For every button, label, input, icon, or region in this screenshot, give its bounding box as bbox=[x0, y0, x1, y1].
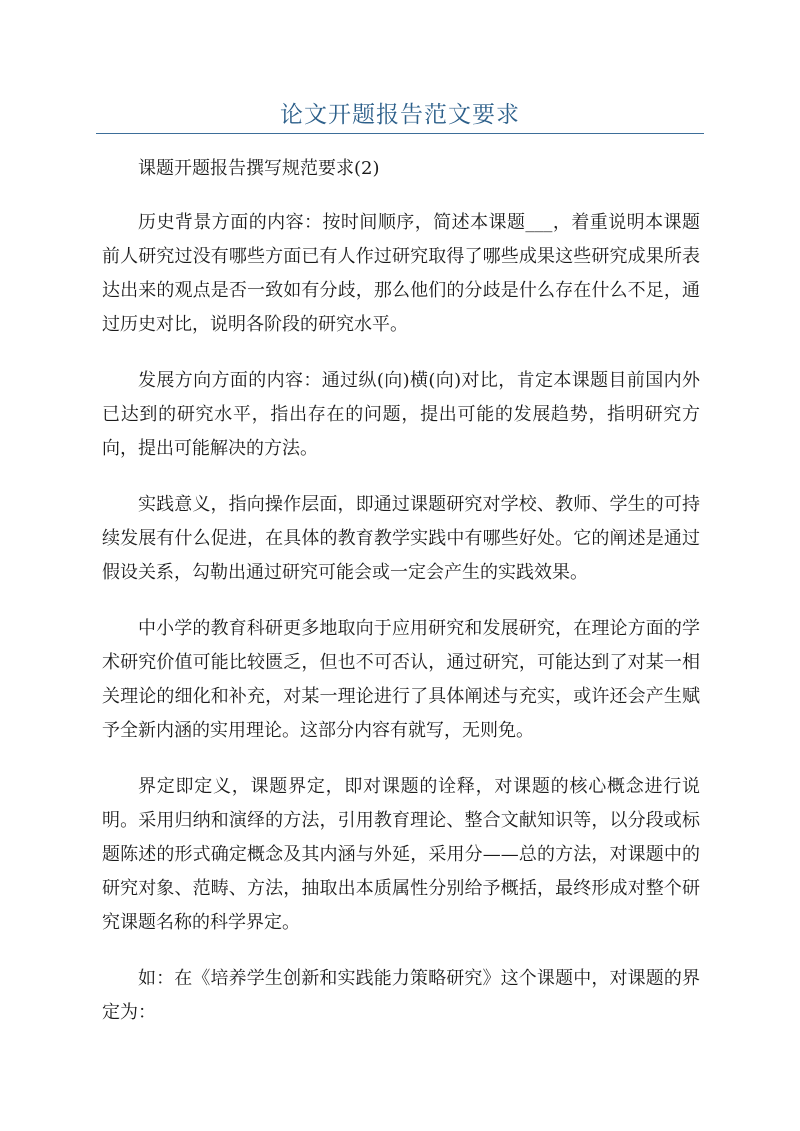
paragraph-development: 发展方向方面的内容：通过纵(向)横(向)对比，肯定本课题目前国内外已达到的研究水平，指出存在的问题，提出可能的发展趋势，指明研究方向，提出可能解决的方法。 bbox=[102, 370, 700, 459]
section-subtitle: 课题开题报告撰写规范要求(2) bbox=[138, 158, 380, 179]
document-title: 论文开题报告范文要求 bbox=[280, 102, 520, 128]
paragraph-definition: 界定即定义，课题界定，即对课题的诠释，对课题的核心概念进行说明。采用归纳和演绎的方法，引用教育理论、整合文献知识等，以分段或标题陈述的形式确定概念及其内涵与外延，采用分——总的方法，对课题中的研究对象、范畴、方法，抽取出本质属性分别给予概括，最终形成对整个研究课题名称的科学界定。 bbox=[102, 776, 700, 933]
title-underline bbox=[96, 133, 704, 134]
paragraph-example: 如：在《培养学生创新和实践能力策略研究》这个课题中，对课题的界定为： bbox=[102, 968, 700, 1023]
paragraph-history: 历史背景方面的内容：按时间顺序，简述本课题___，着重说明本课题前人研究过没有哪些方面已有人作过研究取得了哪些成果这些研究成果所表达出来的观点是否一致如有分歧，那么他们的分歧是什么存在什么不足，通过历史对比，说明各阶段的研究水平。 bbox=[102, 212, 700, 335]
paragraph-theory: 中小学的教育科研更多地取向于应用研究和发展研究，在理论方面的学术研究价值可能比较匮乏，但也不可否认，通过研究，可能达到了对某一相关理论的细化和补充，对某一理论进行了具体阐述与充实，或许还会产生赋予全新内涵的实用理论。这部分内容有就写，无则免。 bbox=[102, 618, 700, 741]
paragraph-practice: 实践意义，指向操作层面，即通过课题研究对学校、教师、学生的可持续发展有什么促进，在具体的教育教学实践中有哪些好处。它的阐述是通过假设关系，勾勒出通过研究可能会或一定会产生的实践效果。 bbox=[102, 494, 700, 583]
document-body bbox=[102, 152, 700, 1052]
